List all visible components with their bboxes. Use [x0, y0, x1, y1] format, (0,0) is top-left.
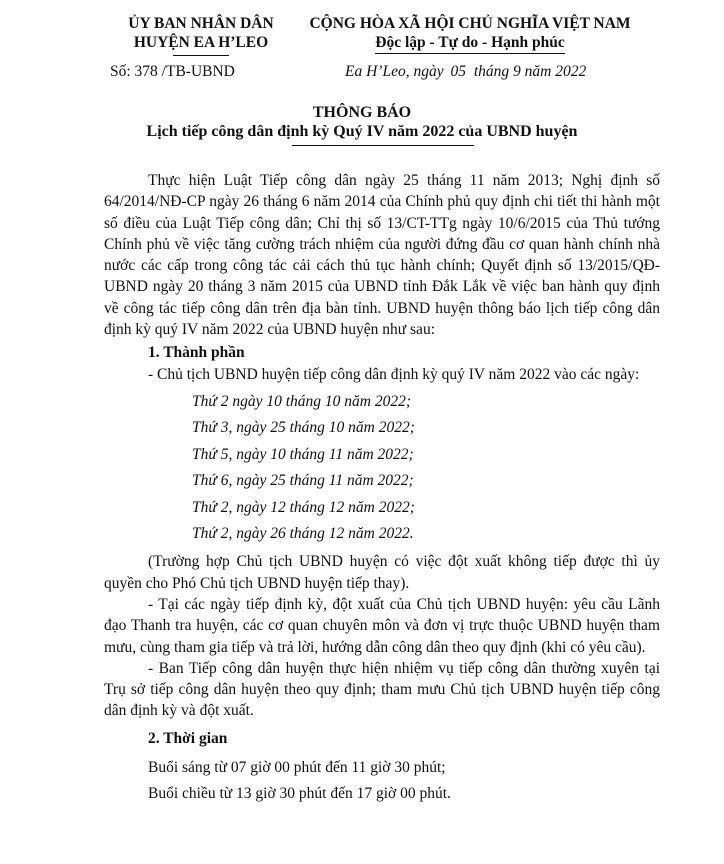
agency-name-line1: ỦY BAN NHÂN DÂN: [128, 15, 274, 32]
section2-heading: 2. Thời gian: [148, 729, 228, 747]
date-suffix: tháng 9 năm 2022: [473, 63, 587, 80]
date-day: 05: [450, 63, 466, 80]
reception-date-list: [104, 389, 660, 547]
list-item: Thứ 6, ngày 25 tháng 11 năm 2022;: [192, 472, 414, 490]
section1-heading: 1. Thành phần: [148, 344, 245, 362]
date-prefix: Ea H’Leo, ngày: [345, 63, 444, 80]
document-subtitle: Lịch tiếp công dân định kỳ Quý IV năm 2022 của UBND huyện: [146, 123, 578, 140]
list-item: Thứ 2, ngày 12 tháng 12 năm 2022;: [192, 498, 415, 516]
intro-paragraph: Thực hiện Luật Tiếp công dân ngày 25 tháng 11 năm 2013; Nghị định số 64/2014/NĐ-CP ngày 26 tháng 6 năm 2014 của Chính phủ quy định chi tiết thi hành một số điều của Luật Tiếp công dân; Chỉ thị số 13/CT-TTg ngày 10/6/2015 của Thủ tướng Chính phủ về việc tăng cường trách nhiệm của người đứng đầu cơ quan hành chính nhà nước các cấp trong công tác cải cách thủ tục hành chính; Quyết định số 13/2015/QĐ-UBND ngày 20 tháng 3 năm 2015 của UBND tỉnh Đắk Lắk về việc ban hành quy định về công tác tiếp công dân trên địa bàn tỉnh. UBND huyện thông báo lịch tiếp công dân định kỳ quý IV năm 2022 của UBND huyện như sau:: [104, 172, 660, 339]
agency-underline: [173, 55, 229, 56]
list-item: Thứ 3, ngày 25 tháng 10 năm 2022;: [192, 419, 415, 437]
document-body: [104, 170, 660, 807]
list-item: Thứ 5, ngày 10 tháng 11 năm 2022;: [192, 445, 414, 463]
document-number: Số: 378 /TB-UBND: [110, 63, 235, 80]
list-item: Thứ 2, ngày 26 tháng 12 năm 2022.: [192, 525, 414, 542]
nation-title: CỘNG HÒA XÃ HỘI CHỦ NGHĨA VIỆT NAM: [309, 15, 631, 32]
morning-hours: Buổi sáng từ 07 giờ 00 phút đến 11 giờ 30 phút;: [148, 759, 446, 777]
list-item: Thứ 2 ngày 10 tháng 10 năm 2022;: [192, 392, 411, 410]
participation-paragraph: - Tại các ngày tiếp định kỳ, đột xuất của Chủ tịch UBND huyện: yêu cầu Lãnh đạo Thanh tra huyện, các cơ quan chuyên môn và đơn vị trực thuộc UBND huyện tham mưu, cùng tham gia tiếp và trả lời, hướng dẫn công dân theo quy định (khi có yêu cầu).: [104, 596, 660, 656]
section1-paragraph: - Chủ tịch UBND huyện tiếp công dân định kỳ quý IV năm 2022 vào các ngày:: [148, 365, 640, 383]
national-header: [300, 14, 640, 54]
agency-header: [106, 14, 296, 56]
afternoon-hours: Buổi chiều từ 13 giờ 30 phút đến 17 giờ 00 phút.: [148, 785, 451, 803]
delegation-note: (Trường hợp Chủ tịch UBND huyện có việc đột xuất không tiếp được thì ủy quyền cho Phó Chủ tịch UBND huyện tiếp thay).: [104, 553, 660, 592]
agency-name-line2: HUYỆN EA H’LEO: [133, 34, 269, 51]
reception-board-paragraph: - Ban Tiếp công dân huyện thực hiện nhiệm vụ tiếp công dân thường xuyên tại Trụ sở tiếp công dân huyện theo quy định; tham mưu Chủ tịch UBND huyện tiếp công dân định kỳ và đột xuất.: [104, 659, 660, 720]
document-title: THÔNG BÁO: [312, 104, 412, 121]
subtitle-underline: [292, 145, 474, 146]
nation-motto: Độc lập - Tự do - Hạnh phúc: [375, 33, 564, 54]
document-date: [345, 63, 586, 81]
